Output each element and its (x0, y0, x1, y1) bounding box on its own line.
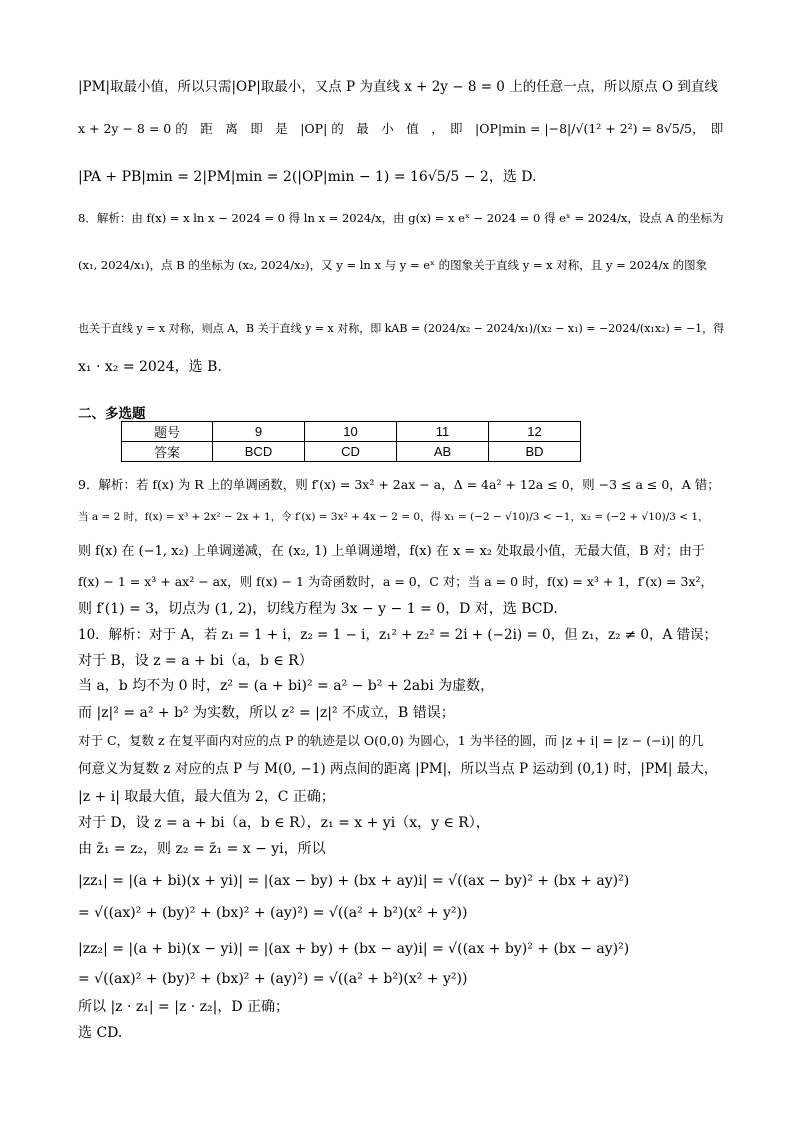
section-heading-multiple-choice: 二、多选题 (78, 406, 146, 422)
solution-line: 对于 B，设 z = a + bi（a，b ∈ R） (78, 653, 313, 669)
solution-line: 而 |z|² = a² + b² 为实数，所以 z² = |z|² 不成立，B 错误； (78, 705, 455, 721)
answer-cell: BCD (213, 442, 305, 462)
solution-line: |PM|取最小值，所以只需|OP|取最小，又点 P 为直线 x + 2y − 8 = 0 上的任意一点，所以原点 O 到直线 (78, 79, 718, 95)
solution-line: f(x) − 1 = x³ + ax² − ax，则 f(x) − 1 为奇函数时，a = 0，C 对；当 a = 0 时，f(x) = x³ + 1，f′(x) = 3x²， (78, 574, 714, 589)
solution-line: = √((ax)² + (by)² + (bx)² + (ay)²) = √((a² + b²)(x² + y²)) (78, 905, 468, 921)
question-number-cell: 11 (397, 422, 489, 442)
solution-line: |zz₂| = |(a + bi)(x − yi)| = |(ax + by) + (bx − ay)i| = √((ax + by)² + (bx − ay)²) (78, 941, 630, 957)
solution-line: 当 a，b 均不为 0 时，z² = (a + bi)² = a² − b² + 2abi 为虚数， (78, 678, 495, 694)
solution-line: x + 2y − 8 = 0 的 距 离 即 是 |OP| 的 最 小 值 ， 即 |OP|min = |−8|/√(1² + 2²) = 8√5/5， 即 (78, 121, 724, 136)
solution-line: |zz₁| = |(a + bi)(x + yi)| = |(ax − by) + (bx + ay)i| = √((ax − by)² + (bx + ay)²) (78, 873, 630, 889)
solution-line: 则 f(x) 在 (−1, x₂) 上单调递减，在 (x₂, 1) 上单调递增，f(x) 在 x = x₂ 处取最小值，无最大值，B 对；由于 (78, 544, 705, 559)
answer-table-header-label: 题号 (122, 422, 213, 442)
question-number-cell: 9 (213, 422, 305, 442)
solution-line: 所以 |z · z₁| = |z · z₂|，D 正确； (78, 999, 290, 1015)
answer-table-number-row (122, 422, 581, 442)
question-number-cell: 10 (305, 422, 397, 442)
solution-line: 则 f′(1) = 3，切点为 (1, 2)，切线方程为 3x − y − 1 = 0，D 对，选 BCD. (78, 601, 558, 617)
solution-line: 10．解析：对于 A，若 z₁ = 1 + i，z₂ = 1 − i，z₁² + z₂² = 2i + (−2i) = 0，但 z₁，z₂ ≠ 0，A 错误； (78, 627, 718, 643)
answer-cell: CD (305, 442, 397, 462)
answer-cell: BD (489, 442, 581, 462)
solution-line: (x₁, 2024/x₁)，点 B 的坐标为 (x₂, 2024/x₂)，又 y = ln x 与 y = eˣ 的图象关于直线 y = x 对称，且 y = 2024/x 的图象 (78, 258, 708, 272)
answer-table-answer-label: 答案 (122, 442, 213, 462)
solution-line: |PA + PB|min = 2|PM|min = 2(|OP|min − 1) = 16√5/5 − 2，选 D. (78, 169, 537, 185)
solution-line: 选 CD. (78, 1025, 123, 1041)
answer-table-answer-row (122, 442, 581, 462)
solution-line: 也关于直线 y = x 对称，则点 A，B 关于直线 y = x 对称，即 kAB = (2024/x₂ − 2024/x₁)/(x₂ − x₁) = −2024/(x₁x₂) = −1，得 (78, 322, 725, 335)
solution-line: |z + i| 取最大值，最大值为 2，C 正确； (78, 789, 335, 805)
solution-line: 对于 D，设 z = a + bi（a，b ∈ R），z₁ = x + yi（x，y ∈ R）， (78, 815, 490, 831)
solution-line: 对于 C，复数 z 在复平面内对应的点 P 的轨迹是以 O(0,0) 为圆心，1 为半径的圆，而 |z + i| = |z − (−i)| 的几 (78, 733, 704, 748)
solution-line: 9．解析：若 f(x) 为 R 上的单调函数，则 f′(x) = 3x² + 2ax − a，Δ = 4a² + 12a ≤ 0，则 −3 ≤ a ≤ 0，A 错； (78, 477, 720, 492)
question-number-cell: 12 (489, 422, 581, 442)
solution-line: = √((ax)² + (by)² + (bx)² + (ay)²) = √((a² + b²)(x² + y²)) (78, 971, 468, 987)
answer-cell: AB (397, 442, 489, 462)
solution-line: 8．解析：由 f(x) = x ln x − 2024 = 0 得 ln x = 2024/x，由 g(x) = x eˣ − 2024 = 0 得 eˣ = 2024/x，设点 A 的坐标为 (78, 211, 724, 225)
answer-table (121, 421, 581, 462)
solution-line: 由 z̄₁ = z₂，则 z₂ = z̄₁ = x − yi，所以 (78, 841, 326, 857)
solution-line: x₁ · x₂ = 2024，选 B. (78, 359, 222, 375)
solution-line: 当 a = 2 时，f(x) = x³ + 2x² − 2x + 1，令 f′(x) = 3x² + 4x − 2 = 0，得 x₁ = (−2 − √10)/3 < −1，x₂ = (−2 + √10)/3 < 1， (78, 511, 709, 523)
solution-line: 何意义为复数 z 对应的点 P 与 M(0, −1) 两点间的距离 |PM|，所以当点 P 运动到 (0,1) 时，|PM| 最大， (78, 761, 718, 777)
